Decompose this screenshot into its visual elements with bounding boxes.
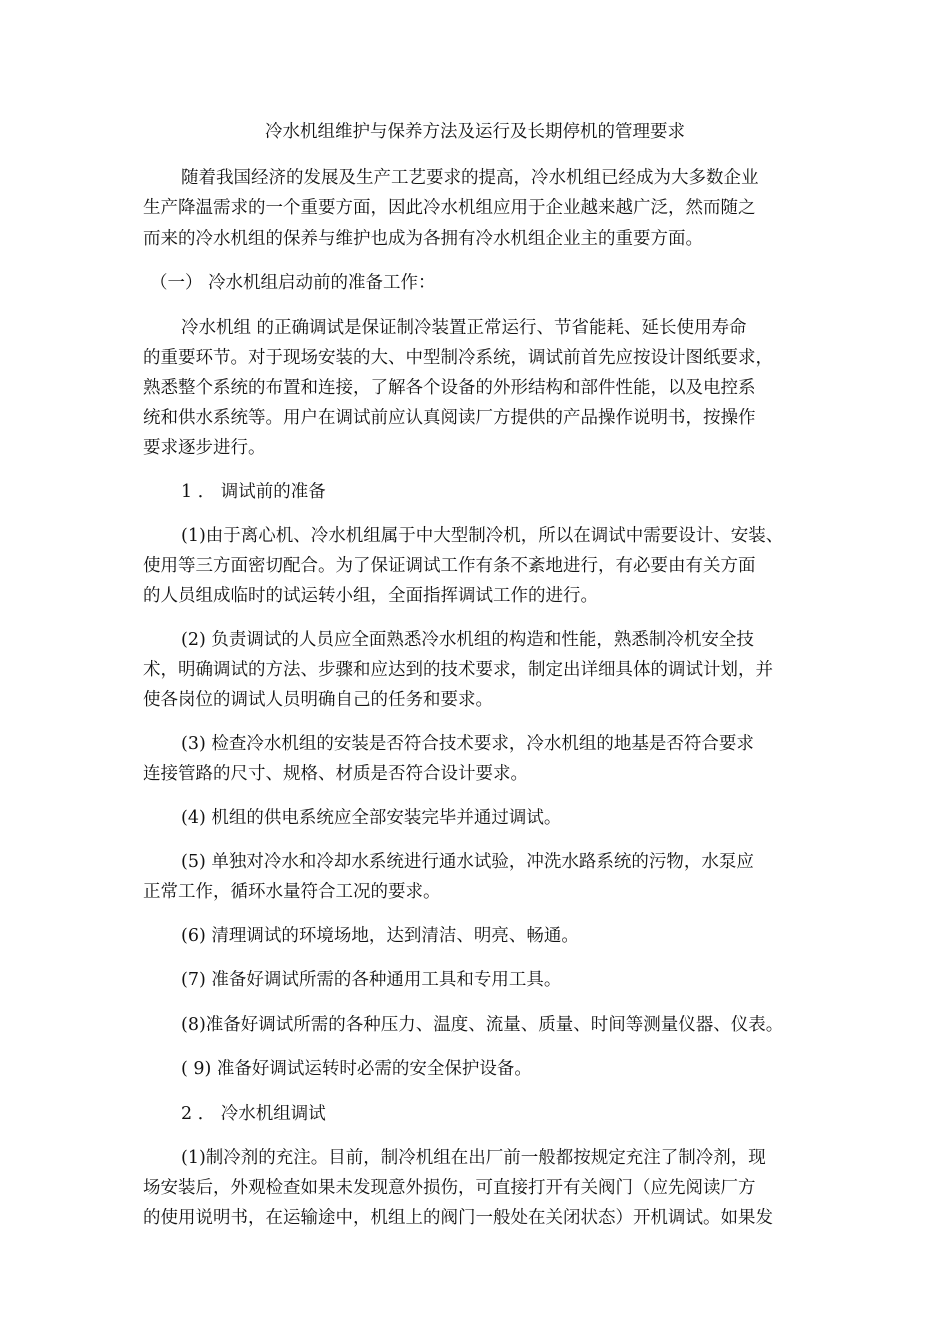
list-item-line: (6) 清理调试的环境场地，达到清洁、明亮、畅通。 bbox=[181, 926, 579, 946]
list-item-line: 的使用说明书，在运输途中，机组上的阀门一般处在关闭状态）开机调试。如果发 bbox=[143, 1208, 773, 1228]
paragraph-line: 熟悉整个系统的布置和连接，了解各个设备的外形结构和部件性能，以及电控系 bbox=[143, 378, 756, 398]
list-item-line: (1)制冷剂的充注。目前，制冷机组在出厂前一般都按规定充注了制冷剂，现 bbox=[181, 1148, 766, 1168]
paragraph-line: 冷水机组 的正确调试是保证制冷装置正常运行、节省能耗、延长使用寿命 bbox=[181, 318, 747, 338]
subsection-heading: 2 ． 冷水机组调试 bbox=[181, 1104, 326, 1124]
paragraph-line: 的重要环节。对于现场安装的大、中型制冷系统，调试前首先应按设计图纸要求， bbox=[143, 348, 773, 368]
list-item-line: ( 9) 准备好调试运转时必需的安全保护设备。 bbox=[181, 1059, 532, 1079]
intro-line: 而来的冷水机组的保养与维护也成为各拥有冷水机组企业主的重要方面。 bbox=[143, 229, 703, 249]
list-item-line: (3) 检查冷水机组的安装是否符合技术要求，冷水机组的地基是否符合要求 bbox=[181, 734, 754, 754]
subsection-heading: 1 ． 调试前的准备 bbox=[181, 482, 326, 502]
list-item-line: 的人员组成临时的试运转小组，全面指挥调试工作的进行。 bbox=[143, 586, 598, 606]
list-item-line: (1)由于离心机、冷水机组属于中大型制冷机，所以在调试中需要设计、安装、 bbox=[181, 526, 784, 546]
list-item-line: 使用等三方面密切配合。为了保证调试工作有条不紊地进行，有必要由有关方面 bbox=[143, 556, 756, 576]
intro-line: 随着我国经济的发展及生产工艺要求的提高，冷水机组已经成为大多数企业 bbox=[181, 168, 759, 188]
list-item-line: (7) 准备好调试所需的各种通用工具和专用工具。 bbox=[181, 970, 562, 990]
document-title: 冷水机组维护与保养方法及运行及长期停机的管理要求 bbox=[265, 122, 685, 142]
list-item-line: 正常工作，循环水量符合工况的要求。 bbox=[143, 882, 441, 902]
paragraph-line: 要求逐步进行。 bbox=[143, 438, 266, 458]
list-item-line: (2) 负责调试的人员应全面熟悉冷水机组的构造和性能，熟悉制冷机安全技 bbox=[181, 630, 754, 650]
list-item-line: 场安装后，外观检查如果未发现意外损伤，可直接打开有关阀门（应先阅读厂方 bbox=[143, 1178, 756, 1198]
list-item-line: 使各岗位的调试人员明确自己的任务和要求。 bbox=[143, 690, 493, 710]
list-item-line: (8)准备好调试所需的各种压力、温度、流量、质量、时间等测量仪器、仪表。 bbox=[181, 1015, 784, 1035]
list-item-line: (4) 机组的供电系统应全部安装完毕并通过调试。 bbox=[181, 808, 562, 828]
section-heading: （一） 冷水机组启动前的准备工作： bbox=[150, 273, 436, 293]
intro-line: 生产降温需求的一个重要方面，因此冷水机组应用于企业越来越广泛，然而随之 bbox=[143, 198, 756, 218]
list-item-line: 术，明确调试的方法、步骤和应达到的技术要求，制定出详细具体的调试计划，并 bbox=[143, 660, 773, 680]
list-item-line: 连接管路的尺寸、规格、材质是否符合设计要求。 bbox=[143, 764, 528, 784]
list-item-line: (5) 单独对冷水和冷却水系统进行通水试验，冲洗水路系统的污物，水泵应 bbox=[181, 852, 754, 872]
paragraph-line: 统和供水系统等。用户在调试前应认真阅读厂方提供的产品操作说明书，按操作 bbox=[143, 408, 756, 428]
